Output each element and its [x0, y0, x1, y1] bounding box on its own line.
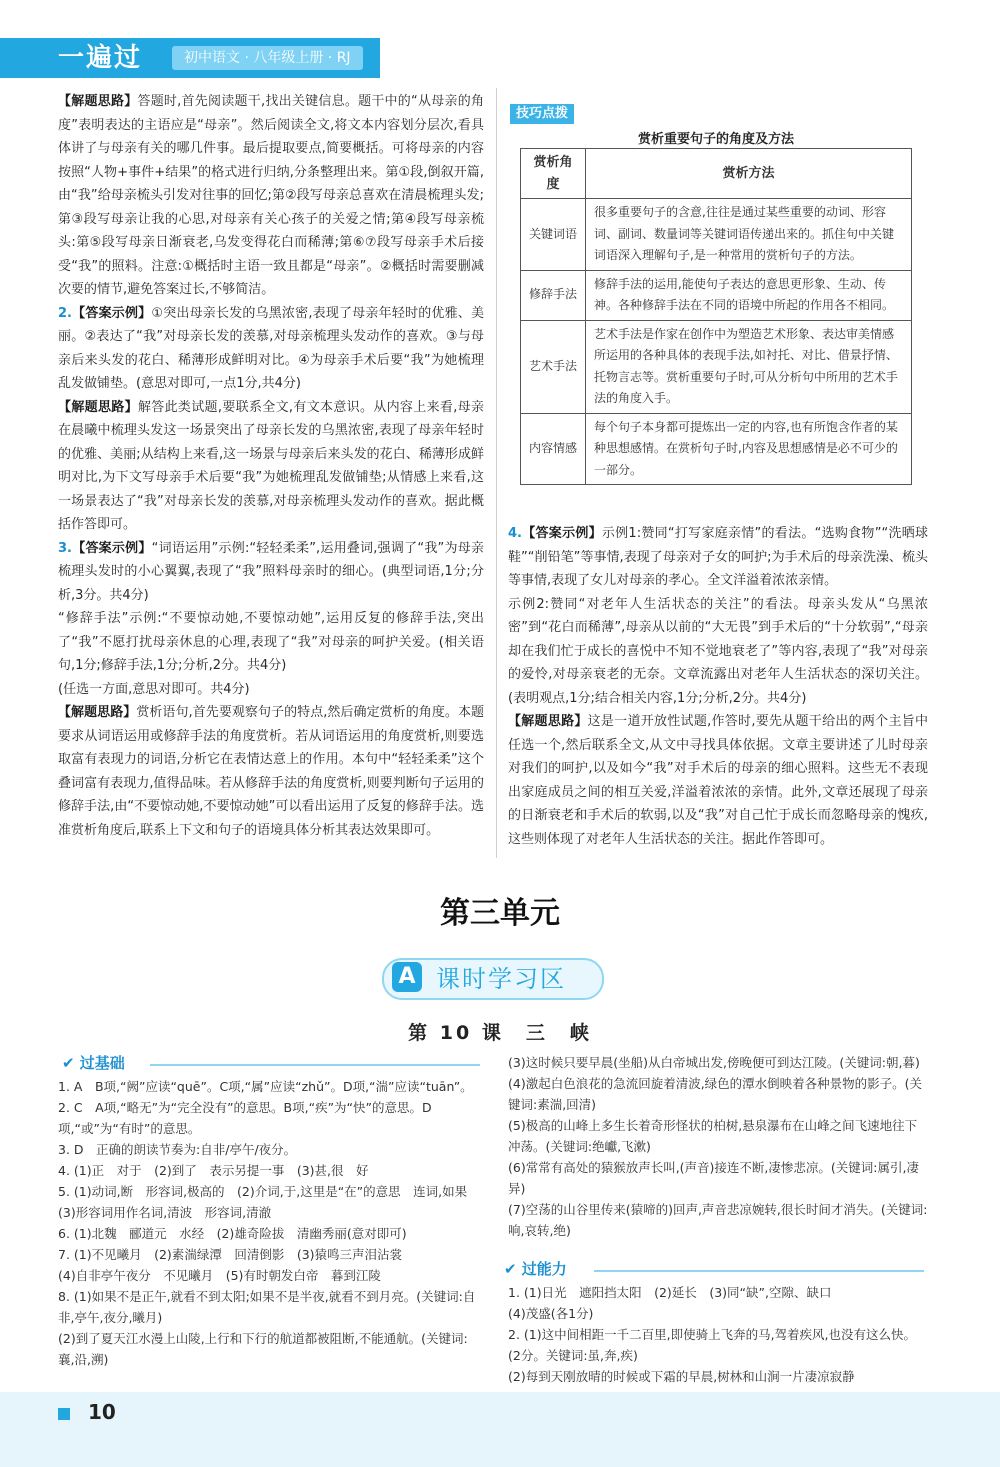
- footer-band: [0, 1392, 1000, 1467]
- guo-nengli-answers: [508, 1282, 928, 1387]
- question-number: 2.: [58, 305, 72, 321]
- tip-row: [521, 270, 912, 320]
- answer-paragraph: [58, 701, 484, 842]
- tip-angle: 关键词语: [521, 199, 586, 271]
- tip-table-title: 赏析重要句子的角度及方法: [637, 132, 794, 147]
- tip-row: [521, 199, 912, 271]
- tip-angle: 艺术手法: [521, 320, 586, 413]
- lesson-title: 第 10 课 三 峡: [408, 1022, 592, 1044]
- guo-jichu-answers: [58, 1076, 484, 1370]
- answer-tag: 【答案示例】: [71, 540, 152, 556]
- answer-line: 4. (1)正 对于 (2)到了 表示另提一事 (3)甚,很 好: [58, 1163, 369, 1178]
- page-number: 10: [88, 1400, 116, 1424]
- tip-angle: 内容情感: [521, 413, 586, 485]
- section-title: 过基础: [79, 1054, 125, 1072]
- tip-row: [521, 413, 912, 485]
- tip-header-method: 赏析方法: [586, 149, 912, 199]
- tip-method: 艺术手法是作家在创作中为塑造艺术形象、表达审美情感所运用的各种具体的表现手法,如衬托、对比、借景抒情、托物言志等。赏析重要句子时,可从分析句中所用的艺术手法的角度入手。: [586, 320, 912, 413]
- translation-answers: [508, 1052, 928, 1241]
- section-guo-jichu: [62, 1052, 125, 1074]
- tip-table-wrap: [520, 148, 912, 485]
- answer-text: 赏析语句,首先要观察句子的特点,然后确定赏析的角度。本题要求从词语运用或修辞手法的角度赏析。若从词语运用的角度赏析,则要选取富有表现力的词语,分析它在表情达意上的作用。本句中“轻轻柔柔”这个叠词富有表现力,值得品味。若从修辞手法的角度赏析,则要判断句子运用的修辞手法,由“不要惊动她,不要惊动她”可以看出运用了反复的修辞手法。选准赏析角度后,联系上下文和句子的语境具体分析其表达效果即可。: [58, 705, 484, 838]
- answer-text: 答题时,首先阅读题干,找出关键信息。题干中的“从母亲的角度”表明表达的主语应是“母亲”。然后阅读全文,将文本内容划分层次,看具体讲了与母亲有关的哪几件事。最后提取要点,简要概括。可将母亲的内容按照“人物+事件+结果”的格式进行归纳,分条整理出来。第①段,倒叙开篇,由“我”给母亲梳头引发对往事的回忆;第②段写母亲总喜欢在清晨梳理头发;第③段写母亲让我的心思,对母亲有关心孩子的关爱之情;第④段写母亲梳头:第⑤段写母亲日渐衰老,乌发变得花白而稀薄;第⑥⑦段写母亲手术后接受“我”的照料。注意:①概括时主语一致且都是“母亲”。②概括时需要删减次要的情节,避免答案过长,不够简洁。: [58, 94, 484, 297]
- answer-line: (5)极高的山峰上多生长着奇形怪状的柏树,悬泉瀑布在山峰之间飞速地往下冲荡。(关键词:绝巘,飞漱): [508, 1118, 918, 1154]
- answer-text: 这是一道开放性试题,作答时,要先从题干给出的两个主旨中任选一个,然后联系全文,从文中寻找具体依据。文章主要讲述了儿时母亲对我们的呵护,以及如今“我”对手术后的母亲的细心照料。这些无不表现出家庭成员之间的相互关爱,洋溢着浓浓的亲情。此外,文章还展现了母亲的日渐衰老和手术后的软弱,以及“我”对自己忙于成长而忽略母亲的愧疚,这些则体现了对老年人生活状态的关注。据此作答即可。: [508, 714, 928, 847]
- question-number: 3.: [58, 540, 72, 556]
- answer-tag: 【解题思路】: [58, 705, 137, 720]
- section-title: 过能力: [521, 1260, 567, 1278]
- answer-text: 示例1:赞同“打写家庭亲情”的看法。“选购食物”“洗晒球鞋”“削铅笔”等事情,表现了母亲对子女的呵护;为手术后的母亲洗澡、梳头等事情,表现了女儿对母亲的孝心。全文洋溢着浓浓亲情。: [508, 526, 928, 588]
- answer-paragraph: [508, 593, 928, 711]
- answer-line: 2. C A项,“略无”为“完全没有”的意思。B项,“疾”为“快”的意思。D项,“或”为“有时”的意思。: [58, 1100, 432, 1136]
- answer-line: 2. (1)这中间相距一千二百里,即使骑上飞奔的马,驾着疾风,也没有这么快。(2分。关键词:虽,奔,疾): [508, 1327, 917, 1363]
- left-answer-column: [58, 90, 484, 842]
- book-subtitle: 初中语文 · 八年级上册 · RJ: [172, 46, 363, 70]
- answer-line: (3)形容词用作名词,清波 形容词,清澈: [58, 1205, 272, 1220]
- answer-paragraph: [508, 522, 928, 593]
- answer-line: 6. (1)北魏 郦道元 水经 (2)雄奇险拔 清幽秀丽(意对即可): [58, 1226, 407, 1241]
- answer-paragraph: [58, 537, 484, 608]
- answer-line: 1. (1)日光 遮阳挡太阳 (2)延长 (3)同“缺”,空隙、缺口: [508, 1285, 832, 1300]
- answer-line: (3)这时候只要早晨(坐船)从白帝城出发,傍晚便可到达江陵。(关键词:朝,暮): [508, 1055, 920, 1070]
- tip-table: [520, 148, 912, 485]
- answer-line: 3. D 正确的朗读节奏为:自非/亭午/夜分。: [58, 1142, 297, 1157]
- footer-square-icon: [58, 1408, 70, 1420]
- answer-paragraph: [58, 302, 484, 396]
- answer-paragraph: [58, 90, 484, 302]
- answer-line: (2)每到天刚放晴的时候或下霜的早晨,树林和山涧一片凄凉寂静: [508, 1369, 855, 1384]
- answer-line: 5. (1)动词,断 形容词,极高的 (2)介词,于,这里是“在”的意思 连词,如果: [58, 1184, 468, 1199]
- section-rule: [150, 1064, 480, 1066]
- answer-line: (7)空荡的山谷里传来(猿啼的)回声,声音悲凉婉转,很长时间才消失。(关键词:响,哀转,绝): [508, 1202, 928, 1238]
- answer-line: 8. (1)如果不是正午,就看不到太阳;如果不是半夜,就看不到月亮。(关键词:自非,亭午,夜分,曦月): [58, 1289, 476, 1325]
- answer-text: 示例2:赞同“对老年人生活状态的关注”的看法。母亲头发从“乌黑浓密”到“花白而稀薄”,母亲从以前的“大无畏”到手术后的“十分软弱”,“母亲却在我们忙于成长的喜悦中不知不觉地衰老了”等内容,表现了“我”对母亲的爱怜,对母亲衰老的无奈。文章流露出对老年人生活状态的深切关注。(表明观点,1分;结合相关内容,1分;分析,2分。共4分): [508, 596, 928, 706]
- answer-paragraph: [508, 710, 928, 851]
- tip-method: 每个句子本身都可提炼出一定的内容,也有所饱含作者的某种思想感情。在赏析句子时,内容及思想感情是必不可少的一部分。: [586, 413, 912, 485]
- answer-line: (4)激起白色浪花的急流回旋着清波,绿色的潭水倒映着各种景物的影子。(关键词:素湍,回清): [508, 1076, 923, 1112]
- answer-tag: 【答案示例】: [521, 526, 602, 541]
- answer-text: “修辞手法”示例:“不要惊动她,不要惊动她”,运用反复的修辞手法,突出了“我”不愿打扰母亲休息的心理,表现了“我”对母亲的呵护关爱。(相关语句,1分;修辞手法,1分;分析,2分。共4分): [58, 611, 484, 673]
- section-rule: [594, 1270, 924, 1272]
- zone-letter-badge: A: [392, 962, 422, 992]
- answer-tag: 【解题思路】: [508, 714, 588, 729]
- answer-tag: 【解题思路】: [58, 399, 138, 415]
- tip-label: 技巧点拨: [510, 104, 574, 124]
- tip-method: 修辞手法的运用,能使句子表达的意思更形象、生动、传神。各种修辞手法在不同的语境中所起的作用各不相同。: [586, 270, 912, 320]
- column-divider: [496, 88, 497, 858]
- check-icon: ✔: [504, 1260, 522, 1278]
- question-number: 4.: [508, 526, 522, 541]
- answer-text: ①突出母亲长发的乌黑浓密,表现了母亲年轻时的优雅、美丽。②表达了“我”对母亲长发的羡慕,对母亲梳理头发动作的喜欢。③与母亲后来头发的花白、稀薄形成鲜明对比。④为母亲手术后要“我”为她梳理乱发做铺垫。(意思对即可,一点1分,共4分): [58, 305, 484, 391]
- tip-angle: 修辞手法: [521, 270, 586, 320]
- answer-text: “词语运用”示例:“轻轻柔柔”,运用叠词,强调了“我”为母亲梳理头发时的小心翼翼,表现了“我”照料母亲时的细心。(典型词语,1分;分析,3分。共4分): [58, 540, 484, 603]
- answer-line: (4)自非亭午夜分 不见曦月 (5)有时朝发白帝 暮到江陵: [58, 1268, 381, 1283]
- check-icon: ✔: [62, 1054, 80, 1072]
- answer-text: 解答此类试题,要联系全文,有文本意识。从内容上来看,母亲在晨曦中梳理头发这一场景突出了母亲长发的乌黑浓密,表现了母亲年轻时的优雅、美丽;从结构上来看,这一场景与母亲后来头发的花白、稀薄形成鲜明对比,为下文写母亲手术后要“我”为她梳理乱发做铺垫;从情感上来看,这一场景表达了“我”对母亲长发的羡慕,对母亲梳理头发动作的喜欢。据此概括作答即可。: [58, 399, 484, 532]
- answer-paragraph: [58, 678, 484, 702]
- book-logo: 一遍过: [58, 43, 143, 73]
- answer-text: (任选一方面,意思对即可。共4分): [58, 681, 250, 697]
- right-answer-column: [508, 522, 928, 851]
- tip-method: 很多重要句子的含意,往往是通过某些重要的动词、形容词、副词、数量词等关键词语传递出来的。抓住句中关键词语深入理解句子,是一种常用的赏析句子的方法。: [586, 199, 912, 271]
- answer-line: (6)常常有高处的猿猴放声长叫,(声音)接连不断,凄惨悲凉。(关键词:属引,凄异): [508, 1160, 919, 1196]
- section-guo-nengli: [504, 1258, 567, 1280]
- unit-title: 第三单元: [440, 896, 560, 931]
- zone-title: 课时学习区: [436, 965, 566, 993]
- answer-line: (2)到了夏天江水漫上山陵,上行和下行的航道都被阻断,不能通航。(关键词:襄,沿,溯): [58, 1331, 468, 1367]
- answer-line: 1. A B项,“阙”应读“quē”。C项,“属”应读“zhǔ”。D项,“湍”应读“tuān”。: [58, 1079, 473, 1094]
- answer-line: 7. (1)不见曦月 (2)素湍绿潭 回清倒影 (3)猿鸣三声泪沾裳: [58, 1247, 403, 1262]
- answer-line: (4)茂盛(各1分): [508, 1306, 594, 1321]
- answer-tag: 【答案示例】: [71, 305, 152, 321]
- answer-tag: 【解题思路】: [58, 94, 138, 109]
- tip-header-angle: 赏析角度: [521, 149, 586, 199]
- answer-paragraph: [58, 396, 484, 537]
- tip-row: [521, 320, 912, 413]
- answer-paragraph: [58, 607, 484, 678]
